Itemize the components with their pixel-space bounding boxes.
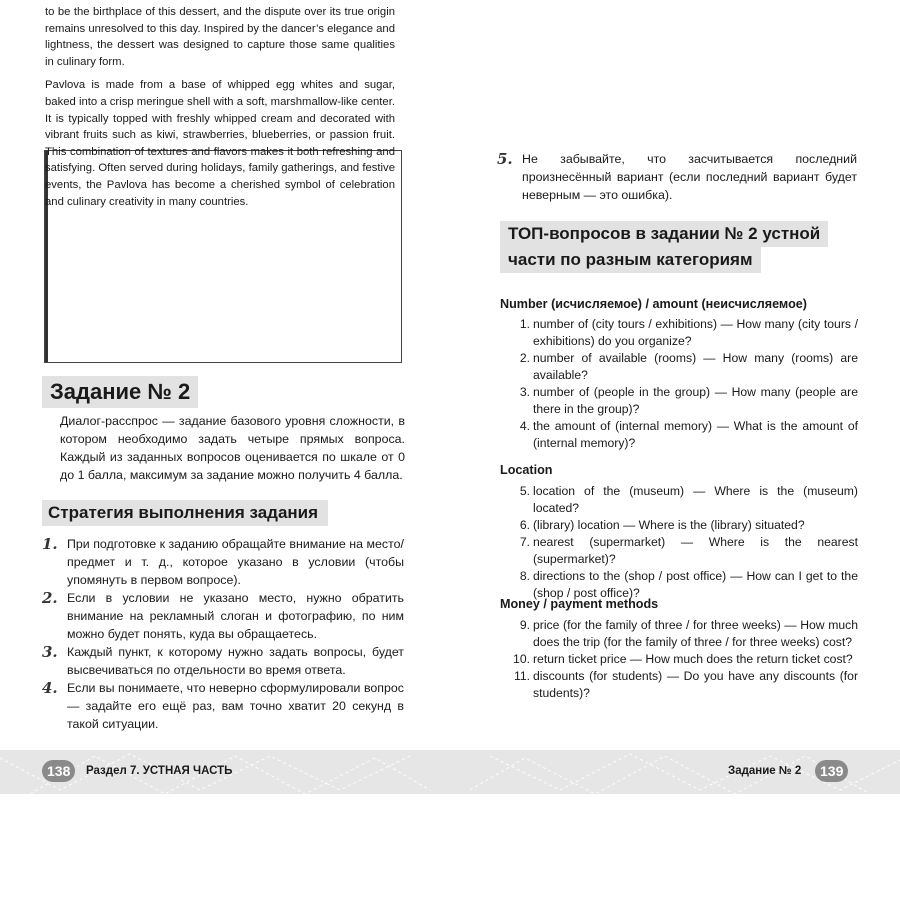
question-text: nearest (supermarket) — Where is the nearest (supermarket)?: [533, 535, 858, 566]
top-questions-title-line1: ТОП-вопросов в задании № 2 устной: [500, 221, 828, 247]
question-item: [508, 350, 858, 383]
strategy-item: [42, 589, 404, 643]
question-item: [508, 651, 858, 668]
strategy-item: [497, 150, 857, 204]
top-questions-title-line2: части по разным категориям: [500, 247, 761, 273]
item-number: 3.: [42, 643, 58, 661]
question-item: [508, 316, 858, 349]
question-text: location of the (museum) — Where is the (museum) located?: [533, 484, 858, 515]
intro-paragraph: Диалог-расспрос — задание базового уровня сложности, в котором необходимо задать четыре прямых вопроса. Каждый из заданных вопросов оценивается по шкале от 0 до 1 балла, максимум за задание можно получить 4 балла.: [60, 414, 405, 482]
footer-task-label: Задание № 2: [728, 765, 802, 777]
question-number: 9.: [519, 618, 530, 632]
strategy-title: Стратегия выполнения задания: [42, 500, 328, 526]
item-number: 1.: [42, 535, 58, 553]
question-list: [508, 483, 858, 602]
footer-section-label: Раздел 7. УСТНАЯ ЧАСТЬ: [86, 765, 233, 777]
item-number: 4.: [42, 679, 58, 697]
question-number: 8.: [519, 569, 530, 584]
item-text: Каждый пункт, к которому нужно задать вопросы, будет высвечиваться по отдельности во время ответа.: [67, 645, 404, 677]
question-text: return ticket price — How much does the return ticket cost?: [533, 652, 853, 666]
excerpt-paragraph: to be the birthplace of this dessert, and the dispute over its true origin remains unresolved to this day. Inspired by the dancer’s elegance and lightness, the dessert was designed to capture those same qualities in culinary form.: [45, 6, 395, 68]
item-text: Если вы понимаете, что неверно сформулировали вопрос — задайте его ещё раз, вам точно хватит 20 секунд в такой ситуации.: [67, 681, 404, 731]
item-text: При подготовке к заданию обращайте внимание на место/предмет и т. д., которое указано в условии (чтобы упомянуть в первом вопросе).: [67, 537, 404, 587]
strategy-list: [42, 535, 404, 733]
category-title: Money / payment methods: [500, 597, 659, 611]
question-list: [508, 617, 858, 702]
excerpt-text: [45, 4, 395, 217]
category-title: Number (исчисляемое) / amount (неисчисляемое): [500, 297, 807, 311]
question-text: number of (people in the group) — How many (people are there in the group)?: [533, 385, 858, 416]
excerpt-paragraph: Pavlova is made from a base of whipped egg whites and sugar, baked into a crisp meringue shell with a soft, marshmallow-like center. It is typically topped with freshly whipped cream and decorated with vibrant fruits such as kiwi, strawberries, blueberries, or passion fruit. This combination of textures and flavors makes it both refreshing and satisfying. Often served during holidays, family gatherings, and festive events, the Pavlova has become a cherished symbol of celebration and culinary creativity in many countries.: [45, 79, 395, 208]
question-text: the amount of (internal memory) — What is the amount of (internal memory)?: [533, 419, 858, 450]
page-number-right: 139: [815, 760, 848, 782]
strategy-item: [42, 679, 404, 733]
page-number-left: 138: [42, 760, 75, 782]
item-number: 5.: [497, 150, 513, 168]
question-number: 11.: [513, 669, 530, 684]
question-number: 7.: [519, 535, 530, 550]
question-text: price (for the family of three / for three weeks) — How much does the trip (for the family of three / for three weeks) cost?: [533, 618, 858, 649]
question-item: [508, 617, 858, 650]
question-number: 10.: [513, 652, 530, 666]
question-number: 3.: [519, 385, 530, 399]
question-text: number of available (rooms) — How many (rooms) are available?: [533, 351, 858, 382]
question-list: [508, 316, 858, 452]
section-title: Задание № 2: [42, 376, 198, 408]
category-title: Location: [500, 463, 553, 477]
question-text: number of (city tours / exhibitions) — How many (city tours / exhibitions) do you organize?: [533, 317, 858, 348]
question-text: (library) location — Where is the (library) situated?: [533, 518, 805, 532]
strategy-list-continued: [497, 150, 857, 204]
question-number: 2.: [519, 351, 530, 365]
question-number: 1.: [519, 317, 530, 331]
question-item: [508, 668, 858, 701]
question-number: 6.: [519, 518, 530, 532]
question-item: [508, 517, 858, 534]
question-text: discounts (for students) — Do you have any discounts (for students)?: [533, 669, 858, 700]
item-text: Не забывайте, что засчитывается последний произнесённый вариант (если последний вариант будет неверным — это ошибка).: [522, 152, 857, 202]
question-item: [508, 418, 858, 451]
question-number: 4.: [519, 419, 530, 433]
question-text: directions to the (shop / post office) — How can I get to the (shop / post office)?: [533, 569, 858, 600]
item-number: 2.: [42, 589, 58, 607]
question-item: [508, 483, 858, 516]
strategy-item: [42, 535, 404, 589]
question-item: [508, 534, 858, 567]
strategy-item: [42, 643, 404, 679]
question-item: [508, 384, 858, 417]
item-text: Если в условии не указано место, нужно обратить внимание на рекламный слоган и фотографию, по ним можно будет понять, куда вы обращаетесь.: [67, 591, 404, 641]
question-number: 5.: [519, 484, 530, 498]
